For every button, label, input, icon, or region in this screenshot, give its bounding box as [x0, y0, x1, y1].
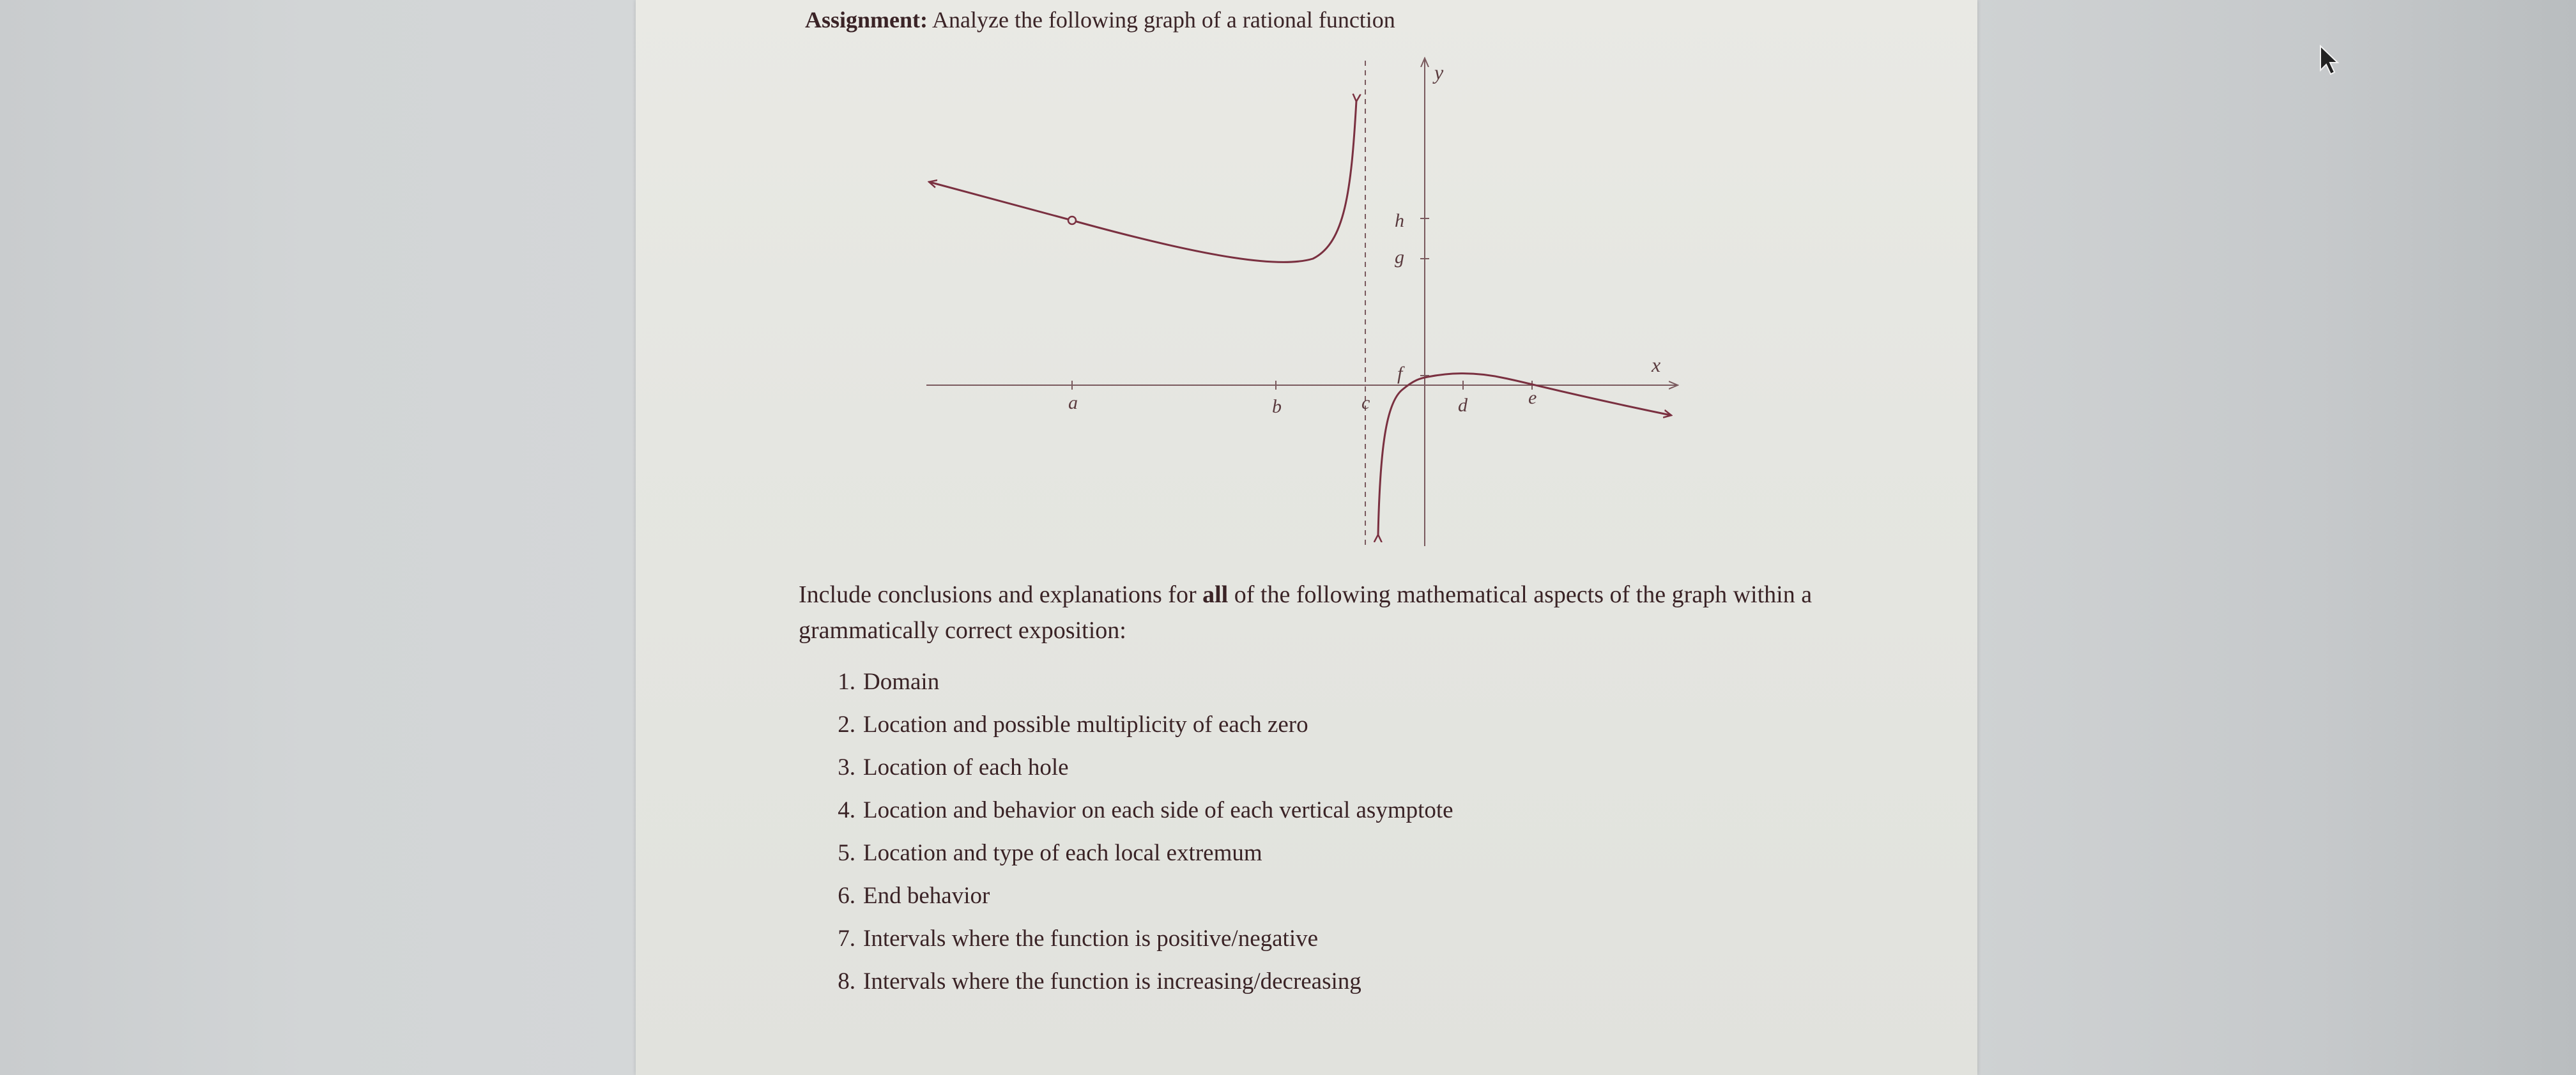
hole-point: [1068, 217, 1076, 224]
x-tick-label-a: a: [1068, 392, 1078, 413]
list-item: [827, 963, 1453, 1005]
list-item-text: Intervals where the function is positive/negative: [863, 926, 1319, 952]
list-item: [827, 749, 1453, 791]
x-tick-label-e: e: [1528, 387, 1537, 408]
instructions-paragraph: [799, 577, 1859, 648]
list-item-text: Location of each hole: [863, 754, 1069, 781]
right-branch-curve: [1378, 374, 1671, 535]
list-item-text: End behavior: [863, 883, 990, 909]
assignment-text: Analyze the following graph of a rational function: [932, 7, 1395, 33]
left-branch-curve: [930, 101, 1356, 262]
y-tick-label-g: g: [1395, 247, 1404, 268]
list-item-number: 3.: [838, 754, 855, 781]
list-item-number: 2.: [838, 712, 855, 738]
list-item-text: Location and type of each local extremum: [863, 840, 1262, 866]
requirements-list: [827, 663, 1453, 1005]
x-tick-label-c: c: [1361, 392, 1370, 413]
y-tick-label-f: f: [1397, 363, 1403, 384]
list-item-number: 6.: [838, 883, 855, 909]
x-tick-label-d: d: [1458, 395, 1468, 416]
list-item: [827, 663, 1453, 706]
list-item: [827, 834, 1453, 877]
list-item: [827, 706, 1453, 749]
y-axis-label: y: [1434, 61, 1444, 84]
list-item: [827, 920, 1453, 963]
instructions-bold-word: all: [1202, 581, 1229, 608]
list-item-number: 5.: [838, 840, 855, 866]
x-tick-label-b: b: [1272, 396, 1282, 417]
list-item-number: 4.: [838, 797, 855, 823]
list-item-number: 1.: [838, 669, 855, 695]
list-item-text: Location and possible multiplicity of each zero: [863, 712, 1308, 738]
list-item-number: 7.: [838, 926, 855, 952]
document-page: [636, 0, 1977, 1075]
list-item: [827, 877, 1453, 920]
list-item-text: Location and behavior on each side of each vertical asymptote: [863, 797, 1453, 823]
list-item-text: Intervals where the function is increasing/decreasing: [863, 968, 1361, 995]
y-tick-label-h: h: [1395, 210, 1404, 231]
list-item: [827, 791, 1453, 834]
arrow-cursor-icon: [2318, 45, 2341, 77]
x-axis-label: x: [1652, 353, 1661, 376]
assignment-label: Assignment:: [805, 7, 928, 33]
instructions-text-end: of the following mathematical aspects of the graph within a grammatically correct exposition:: [799, 581, 1813, 644]
list-item-text: Domain: [863, 669, 940, 695]
instructions-text-start: Include conclusions and explanations for: [799, 581, 1203, 608]
rational-function-graph: [636, 0, 1977, 575]
list-item-number: 8.: [838, 968, 855, 995]
